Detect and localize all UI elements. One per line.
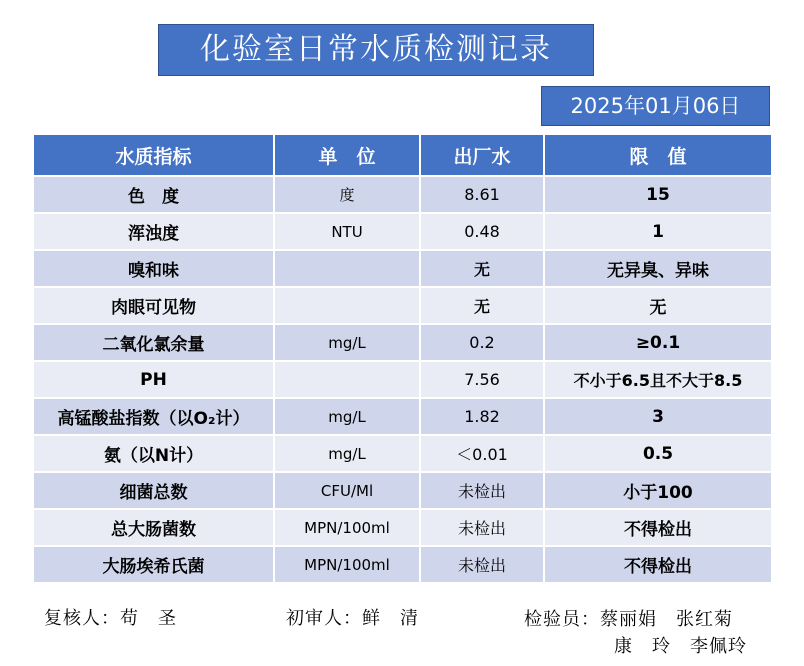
indicator-value: 0.2 [420,324,544,361]
indicator-unit: NTU [274,213,420,250]
indicator-value: ＜0.01 [420,435,544,472]
indicator-name: 肉眼可见物 [33,287,274,324]
table-row [33,435,772,472]
indicator-name: 细菌总数 [33,472,274,509]
indicator-limit: 不得检出 [544,546,772,583]
inspectors-line-1: 检验员：蔡丽娟 张红菊 [524,609,733,630]
indicator-limit: 无 [544,287,772,324]
table-row [33,250,772,287]
indicator-limit: 1 [544,213,772,250]
indicator-name: 总大肠菌数 [33,509,274,546]
indicator-value: 无 [420,250,544,287]
indicator-name: 浑浊度 [33,213,274,250]
inspectors-line-2: 康 玲 李佩玲 [614,636,747,657]
indicator-value: 8.61 [420,176,544,213]
indicator-limit: ≥0.1 [544,324,772,361]
indicator-name: 色 度 [33,176,274,213]
indicator-name: 嗅和味 [33,250,274,287]
record-date: 2025年01月06日 [541,86,770,126]
table-row [33,398,772,435]
table-row [33,361,772,398]
indicator-value: 无 [420,287,544,324]
water-quality-table [32,133,773,584]
indicator-value: 未检出 [420,472,544,509]
table-header-row [33,134,772,176]
table-row [33,472,772,509]
header-indicator: 水质指标 [33,134,274,176]
indicator-unit: MPN/100ml [274,509,420,546]
first-reviewer-signature: 初审人：鲜 清 [286,608,419,629]
indicator-unit: mg/L [274,324,420,361]
indicator-unit: MPN/100ml [274,546,420,583]
header-factory-water: 出厂水 [420,134,544,176]
header-unit: 单 位 [274,134,420,176]
indicator-limit: 小于100 [544,472,772,509]
indicator-unit: 度 [274,176,420,213]
indicator-unit [274,250,420,287]
reviewer-signature: 复核人：苟 圣 [44,608,177,629]
indicator-limit: 不小于6.5且不大于8.5 [544,361,772,398]
indicator-name: PH [33,361,274,398]
table-row [33,324,772,361]
indicator-limit: 无异臭、异味 [544,250,772,287]
header-limit: 限 值 [544,134,772,176]
indicator-unit: mg/L [274,398,420,435]
indicator-value: 7.56 [420,361,544,398]
indicator-value: 未检出 [420,546,544,583]
indicator-limit: 3 [544,398,772,435]
indicator-unit [274,287,420,324]
indicator-value: 1.82 [420,398,544,435]
page-title: 化验室日常水质检测记录 [158,24,594,76]
indicator-unit [274,361,420,398]
indicator-limit: 不得检出 [544,509,772,546]
indicator-unit: CFU/Ml [274,472,420,509]
indicator-unit: mg/L [274,435,420,472]
table-row [33,287,772,324]
indicator-name: 大肠埃希氏菌 [33,546,274,583]
indicator-name: 二氧化氯余量 [33,324,274,361]
indicator-value: 0.48 [420,213,544,250]
table-row [33,213,772,250]
indicator-value: 未检出 [420,509,544,546]
table-row [33,509,772,546]
table-row [33,176,772,213]
table-row [33,546,772,583]
indicator-name: 高锰酸盐指数（以O₂计） [33,398,274,435]
indicator-limit: 0.5 [544,435,772,472]
indicator-name: 氨（以N计） [33,435,274,472]
indicator-limit: 15 [544,176,772,213]
